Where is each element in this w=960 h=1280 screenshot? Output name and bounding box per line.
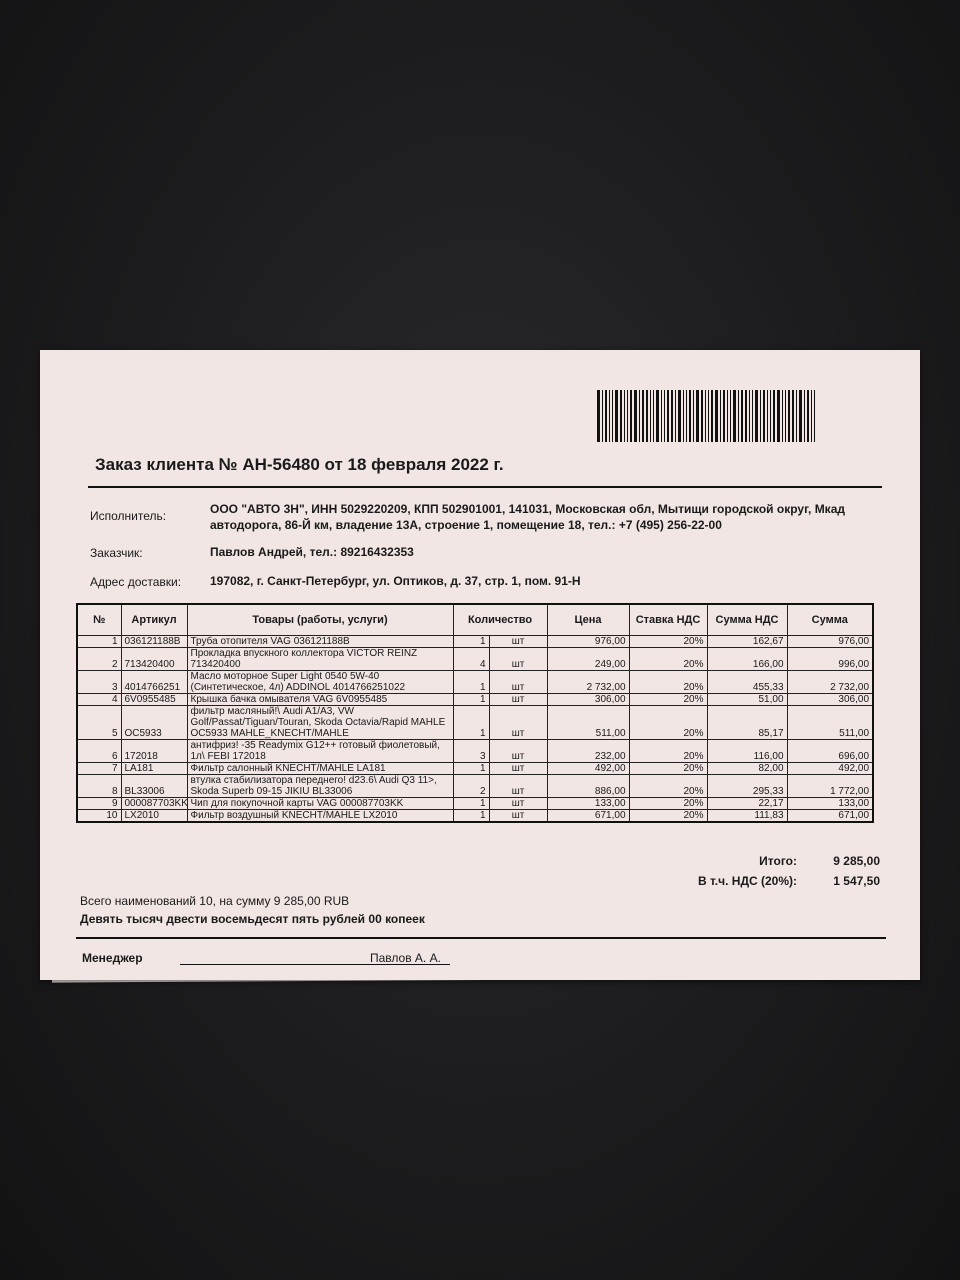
row-num: 9: [77, 798, 121, 810]
row-num: 2: [77, 648, 121, 671]
row-qty: 1: [453, 694, 489, 706]
row-vat-sum: 162,67: [707, 636, 787, 648]
row-num: 5: [77, 706, 121, 740]
barcode-bar: [696, 390, 699, 442]
row-sum: 976,00: [787, 636, 873, 648]
address-label: Адрес доставки:: [90, 575, 182, 589]
barcode-bar: [715, 390, 718, 442]
row-article: BL33006: [121, 775, 187, 798]
barcode-bar: [620, 390, 622, 442]
row-article: 036121188B: [121, 636, 187, 648]
row-name: Крышка бачка омывателя VAG 6V0955485: [187, 694, 453, 706]
table-header-row: [77, 604, 873, 636]
row-unit: шт: [489, 648, 547, 671]
summary-count: Всего наименований 10, на сумму 9 285,00 RUB: [80, 894, 350, 908]
barcode-bar: [730, 390, 731, 442]
row-article: 713420400: [121, 648, 187, 671]
barcode-bar: [804, 390, 805, 442]
row-qty: 1: [453, 763, 489, 775]
barcode-bar: [777, 390, 780, 442]
order-document: [40, 350, 920, 980]
row-name: Фильтр воздушный KNECHT/MAHLE LX2010: [187, 810, 453, 823]
row-num: 7: [77, 763, 121, 775]
barcode-bar: [720, 390, 721, 442]
row-article: 172018: [121, 740, 187, 763]
row-unit: шт: [489, 694, 547, 706]
row-num: 1: [77, 636, 121, 648]
row-sum: 996,00: [787, 648, 873, 671]
barcode-bar: [615, 390, 618, 442]
row-price: 886,00: [547, 775, 629, 798]
barcode-bar: [708, 390, 709, 442]
barcode-bar: [811, 390, 812, 442]
row-sum: 133,00: [787, 798, 873, 810]
row-article: LX2010: [121, 810, 187, 823]
row-price: 671,00: [547, 810, 629, 823]
row-price: 2 732,00: [547, 671, 629, 694]
row-unit: шт: [489, 798, 547, 810]
row-price: 976,00: [547, 636, 629, 648]
total-label: Итого:: [759, 854, 797, 868]
barcode-bar: [653, 390, 654, 442]
row-name: фильтр масляный!\ Audi A1/A3, VW Golf/Passat/Tiguan/Touran, Skoda Octavia/Rapid MAHLE OC5933 MAHLE_KNECHT/MAHLE: [187, 706, 453, 740]
barcode-bar: [814, 390, 815, 442]
barcode-bar: [749, 390, 750, 442]
barcode-bar: [642, 390, 644, 442]
barcode-bar: [773, 390, 775, 442]
barcode-bar: [745, 390, 747, 442]
row-vat-rate: 20%: [629, 648, 707, 671]
barcode-bar: [763, 390, 765, 442]
barcode-bar: [792, 390, 794, 442]
row-sum: 492,00: [787, 763, 873, 775]
row-article: 4014766251: [121, 671, 187, 694]
row-unit: шт: [489, 775, 547, 798]
header-price: Цена: [547, 604, 629, 636]
barcode-bar: [733, 390, 736, 442]
header-vat-rate: Ставка НДС: [629, 604, 707, 636]
barcode-bar: [760, 390, 761, 442]
barcode-bar: [711, 390, 713, 442]
row-article: 6V0955485: [121, 694, 187, 706]
row-vat-rate: 20%: [629, 810, 707, 823]
barcode-bar: [634, 390, 637, 442]
barcode-bar: [612, 390, 613, 442]
row-name: Масло моторное Super Light 0540 5W-40 (Синтетическое, 4л) ADDINOL 4014766251022: [187, 671, 453, 694]
manager-label: Менеджер: [82, 951, 143, 965]
row-price: 306,00: [547, 694, 629, 706]
table-row: [77, 706, 873, 740]
customer-value: Павлов Андрей, тел.: 89216432353: [210, 545, 414, 559]
table-row: [77, 740, 873, 763]
header-sum: Сумма: [787, 604, 873, 636]
row-qty: 4: [453, 648, 489, 671]
row-name: Труба отопителя VAG 036121188B: [187, 636, 453, 648]
row-vat-rate: 20%: [629, 694, 707, 706]
row-qty: 1: [453, 810, 489, 823]
row-num: 4: [77, 694, 121, 706]
row-article: 000087703KK: [121, 798, 187, 810]
table-row: [77, 775, 873, 798]
footer-divider: [76, 937, 886, 939]
row-qty: 2: [453, 775, 489, 798]
row-num: 8: [77, 775, 121, 798]
table-row: [77, 648, 873, 671]
row-price: 232,00: [547, 740, 629, 763]
table-row: [77, 636, 873, 648]
row-num: 3: [77, 671, 121, 694]
barcode-bar: [624, 390, 625, 442]
barcode-bar: [630, 390, 632, 442]
barcode-bar: [701, 390, 703, 442]
items-table: [76, 603, 874, 823]
document-title: Заказ клиента № АН-56480 от 18 февраля 2022 г.: [95, 455, 504, 474]
row-vat-rate: 20%: [629, 775, 707, 798]
row-unit: шт: [489, 763, 547, 775]
barcode-bar: [656, 390, 659, 442]
row-sum: 1 772,00: [787, 775, 873, 798]
row-vat-rate: 20%: [629, 763, 707, 775]
row-num: 10: [77, 810, 121, 823]
row-article: LA181: [121, 763, 187, 775]
barcode-bar: [646, 390, 648, 442]
barcode-bar: [602, 390, 603, 442]
barcode-bar: [782, 390, 783, 442]
barcode-bar: [661, 390, 662, 442]
barcode-bar: [650, 390, 651, 442]
barcode-bar: [683, 390, 684, 442]
row-vat-sum: 82,00: [707, 763, 787, 775]
header-article: Артикул: [121, 604, 187, 636]
executor-value: ООО "АВТО 3Н", ИНН 5029220209, КПП 502901001, 141031, Московская обл, Мытищи городской округ, Мкад автодорога, 86-Й км, владение 13А, строение 1, помещение 18, тел.: +7 (495) 256-22-00: [210, 502, 845, 532]
barcode-bar: [741, 390, 743, 442]
table-row: [77, 694, 873, 706]
row-vat-sum: 51,00: [707, 694, 787, 706]
row-vat-sum: 455,33: [707, 671, 787, 694]
row-name: Чип для покупочной карты VAG 000087703KK: [187, 798, 453, 810]
row-vat-sum: 85,17: [707, 706, 787, 740]
header-vat-sum: Сумма НДС: [707, 604, 787, 636]
barcode-bar: [609, 390, 610, 442]
title-divider: [88, 486, 882, 488]
row-qty: 1: [453, 706, 489, 740]
barcode-bar: [667, 390, 669, 442]
barcode-bar: [767, 390, 768, 442]
row-unit: шт: [489, 740, 547, 763]
executor-label: Исполнитель:: [90, 509, 167, 523]
manager-name: Павлов А. А.: [370, 951, 441, 965]
row-price: 511,00: [547, 706, 629, 740]
barcode-bar: [675, 390, 676, 442]
vat-total-value: 1 547,50: [833, 874, 880, 888]
header-num: №: [77, 604, 121, 636]
barcode-bar: [671, 390, 673, 442]
table-row: [77, 671, 873, 694]
row-qty: 1: [453, 798, 489, 810]
barcode-bar: [799, 390, 802, 442]
table-row: [77, 798, 873, 810]
row-sum: 2 732,00: [787, 671, 873, 694]
address-value: 197082, г. Санкт-Петербург, ул. Оптиков, д. 37, стр. 1, пом. 91-Н: [210, 574, 581, 588]
barcode-bar: [705, 390, 706, 442]
barcode-bar: [785, 390, 786, 442]
row-sum: 696,00: [787, 740, 873, 763]
row-vat-rate: 20%: [629, 706, 707, 740]
row-name: антифриз! -35 Readymix G12++ готовый фиолетовый, 1л\ FEBI 172018: [187, 740, 453, 763]
row-vat-rate: 20%: [629, 740, 707, 763]
barcode-bar: [755, 390, 758, 442]
row-vat-sum: 295,33: [707, 775, 787, 798]
row-price: 249,00: [547, 648, 629, 671]
row-vat-sum: 116,00: [707, 740, 787, 763]
customer-label: Заказчик:: [90, 546, 143, 560]
row-price: 492,00: [547, 763, 629, 775]
row-vat-rate: 20%: [629, 671, 707, 694]
vat-total-label: В т.ч. НДС (20%):: [697, 874, 797, 888]
row-vat-sum: 111,83: [707, 810, 787, 823]
row-article: OC5933: [121, 706, 187, 740]
summary-in-words: Девять тысяч двести восемьдесят пять рублей 00 копеек: [80, 912, 425, 926]
row-vat-sum: 22,17: [707, 798, 787, 810]
barcode-bar: [686, 390, 687, 442]
row-num: 6: [77, 740, 121, 763]
barcode-bar: [807, 390, 809, 442]
table-row: [77, 810, 873, 823]
barcode-bar: [689, 390, 691, 442]
row-price: 133,00: [547, 798, 629, 810]
table-row: [77, 763, 873, 775]
row-name: Прокладка впускного коллектора VICTOR REINZ 713420400: [187, 648, 453, 671]
row-qty: 1: [453, 636, 489, 648]
barcode-bar: [752, 390, 753, 442]
row-sum: 306,00: [787, 694, 873, 706]
row-qty: 1: [453, 671, 489, 694]
barcode-bar: [738, 390, 739, 442]
barcode-bar: [605, 390, 607, 442]
row-unit: шт: [489, 636, 547, 648]
row-name: Фильтр салонный KNECHT/MAHLE LA181: [187, 763, 453, 775]
barcode-bar: [788, 390, 790, 442]
row-unit: шт: [489, 706, 547, 740]
barcode-bar: [664, 390, 665, 442]
barcode-bar: [639, 390, 640, 442]
barcode: [597, 390, 829, 442]
total-value: 9 285,00: [833, 854, 880, 868]
barcode-bar: [796, 390, 797, 442]
row-sum: 511,00: [787, 706, 873, 740]
barcode-bar: [678, 390, 681, 442]
row-qty: 3: [453, 740, 489, 763]
header-qty: Количество: [453, 604, 547, 636]
row-name: втулка стабилизатора переднего! d23.6\ Audi Q3 11>, Skoda Superb 09-15 JIKIU BL33006: [187, 775, 453, 798]
barcode-bar: [770, 390, 771, 442]
row-vat-rate: 20%: [629, 636, 707, 648]
barcode-bar: [727, 390, 728, 442]
row-unit: шт: [489, 671, 547, 694]
barcode-bar: [723, 390, 725, 442]
row-vat-sum: 166,00: [707, 648, 787, 671]
row-vat-rate: 20%: [629, 798, 707, 810]
header-goods: Товары (работы, услуги): [187, 604, 453, 636]
row-unit: шт: [489, 810, 547, 823]
barcode-bar: [693, 390, 694, 442]
row-sum: 671,00: [787, 810, 873, 823]
barcode-bar: [597, 390, 600, 442]
barcode-bar: [627, 390, 628, 442]
